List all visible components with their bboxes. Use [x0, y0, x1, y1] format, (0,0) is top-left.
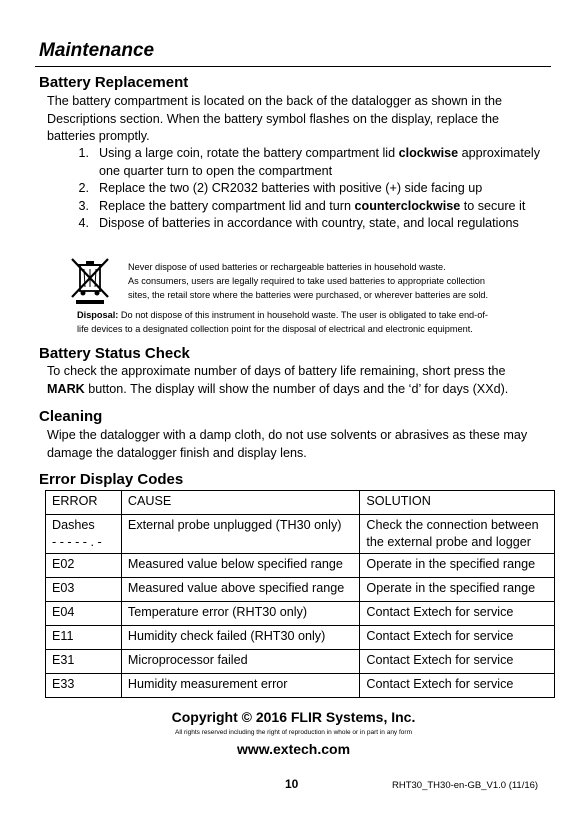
list-item: [47, 145, 547, 180]
disposal-text: life devices to a designated collection point for the disposal of electrical and electronic equipment.: [77, 324, 473, 334]
error-cell: E31: [46, 650, 122, 674]
step-text-part: approximately: [458, 146, 541, 160]
cleaning-line: Wipe the datalogger with a damp cloth, do not use solvents or abrasives as these may: [47, 428, 528, 442]
step-text: Dispose of batteries in accordance with country, state, and local regulations: [99, 216, 519, 230]
solution-cell: Contact Extech for service: [360, 602, 555, 626]
column-header: CAUSE: [121, 491, 359, 515]
notice-line: sites, the retail store where the batteries were purchased, or wherever batteries are sold.: [128, 290, 489, 300]
solution-cell: Operate in the specified range: [360, 554, 555, 578]
cause-cell: Humidity measurement error: [121, 674, 359, 698]
solution-cell: Contact Extech for service: [360, 650, 555, 674]
battery-status-text: [47, 363, 543, 398]
battery-replacement-heading: Battery Replacement: [39, 74, 189, 91]
battery-replacement-intro: [47, 93, 543, 146]
step-number: 1.: [78, 146, 89, 160]
step-text-part: one quarter turn to open the compartment: [99, 163, 333, 178]
step-text: Replace the two (2) CR2032 batteries with positive (+) side facing up: [99, 181, 483, 195]
error-code-display: - - - - - . -: [52, 535, 102, 549]
step-text-part: to secure it: [460, 198, 526, 213]
step-number: 4.: [78, 216, 89, 230]
battery-status-heading: Battery Status Check: [39, 345, 190, 362]
step-text-part: Replace the battery compartment lid and turn: [99, 198, 355, 213]
website-url: www.extech.com: [236, 741, 351, 757]
error-cell: E03: [46, 578, 122, 602]
table-row: [46, 626, 555, 650]
error-cell: E33: [46, 674, 122, 698]
column-header: SOLUTION: [360, 491, 555, 515]
step-bold-word: clockwise: [398, 146, 459, 160]
disposal-label: Disposal:: [77, 310, 119, 320]
error-cell: [46, 515, 122, 554]
error-cell: E04: [46, 602, 122, 626]
step-text: [99, 198, 547, 216]
step-number: 2.: [78, 181, 89, 195]
intro-line: Descriptions section. When the battery symbol flashes on the display, replace the: [47, 111, 499, 126]
rights-notice: All rights reserved including the right of reproduction in whole or in part in any form: [174, 729, 412, 736]
list-item: [47, 215, 547, 233]
column-header: ERROR: [46, 491, 122, 515]
error-cell: E11: [46, 626, 122, 650]
intro-line: batteries promptly.: [47, 129, 150, 143]
copyright-notice: Copyright © 2016 FLIR Systems, Inc.: [171, 709, 416, 725]
cause-cell: Measured value below specified range: [121, 554, 359, 578]
cleaning-text: [47, 427, 543, 462]
crossed-out-wheelie-bin-icon: [68, 255, 112, 305]
title-underline: [35, 66, 551, 67]
table-row: [46, 515, 555, 554]
step-text: [99, 145, 547, 180]
list-item: [47, 180, 547, 198]
status-line: To check the approximate number of days of battery life remaining, short press the: [47, 364, 506, 378]
table-row: [46, 674, 555, 698]
table-row: [46, 554, 555, 578]
battery-steps-list: [47, 145, 547, 233]
notice-line: Never dispose of used batteries or rechargeable batteries in household waste.: [128, 262, 446, 272]
table-row: [46, 602, 555, 626]
solution-cell: Operate in the specified range: [360, 578, 555, 602]
notice-line: As consumers, users are legally required to take used batteries to appropriate collection: [128, 276, 485, 286]
cause-cell: External probe unplugged (TH30 only): [121, 515, 359, 554]
error-codes-table: [45, 490, 555, 698]
document-code: RHT30_TH30-en-GB_V1.0 (11/16): [392, 780, 539, 791]
cause-cell: Humidity check failed (RHT30 only): [121, 626, 359, 650]
solution-cell: Contact Extech for service: [360, 626, 555, 650]
solution-text: Check the connection between: [366, 518, 539, 532]
page-number: 10: [285, 777, 299, 791]
step-number: 3.: [78, 198, 89, 213]
battery-disposal-notice: [128, 260, 538, 302]
error-codes-heading: Error Display Codes: [39, 471, 184, 488]
solution-cell: [360, 515, 555, 554]
table-row: [46, 578, 555, 602]
step-bold-word: counterclockwise: [354, 198, 461, 213]
instrument-disposal-note: [77, 308, 539, 336]
status-line: button. The display will show the number of days and the ‘d’ for days (XXd).: [84, 381, 509, 396]
page-title: Maintenance: [39, 40, 155, 61]
cause-cell: Measured value above specified range: [121, 578, 359, 602]
solution-text: the external probe and logger: [366, 535, 531, 549]
list-item: [47, 198, 547, 216]
cleaning-line: damage the datalogger finish and display lens.: [47, 445, 307, 460]
cause-cell: Temperature error (RHT30 only): [121, 602, 359, 626]
step-text-part: Using a large coin, rotate the battery compartment lid: [99, 146, 399, 160]
cleaning-heading: Cleaning: [39, 408, 103, 425]
solution-cell: Contact Extech for service: [360, 674, 555, 698]
intro-line: The battery compartment is located on the back of the datalogger as shown in the: [47, 94, 503, 108]
mark-button-label: MARK: [47, 381, 85, 396]
disposal-text: Do not dispose of this instrument in household waste. The user is obligated to take end-of-: [118, 310, 488, 320]
table-header-row: [46, 491, 555, 515]
table-row: [46, 650, 555, 674]
error-cell: E02: [46, 554, 122, 578]
error-code: Dashes: [52, 518, 95, 532]
cause-cell: Microprocessor failed: [121, 650, 359, 674]
